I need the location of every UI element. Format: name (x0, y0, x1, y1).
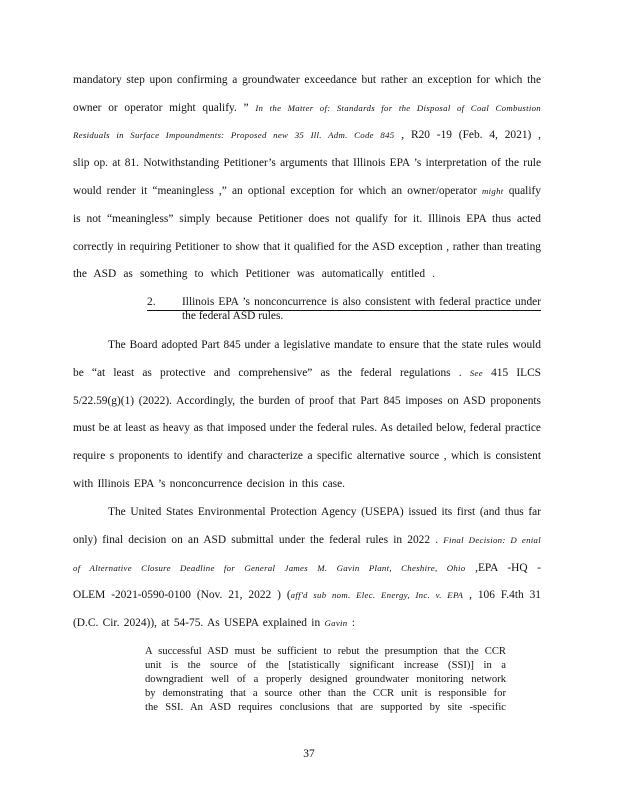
section-heading: Illinois EPA ’s nonconcurrence is also consistent with federal practice under (182, 296, 541, 308)
citation-italic: Residuals in Surface Impoundments: Proposed new 35 Ill. Adm. Code 845 (73, 130, 395, 140)
body-line: is not “meaningless” simply because Petitioner does not qualify for it. Illinois EPA thus acted (73, 213, 541, 225)
block-quote-line: by demonstrating that a source other than the CCR unit is responsible for (145, 688, 506, 699)
page-number: 37 (303, 748, 315, 760)
body-line: of Alternative Closure Deadline for General James M. Gavin Plant, Cheshire, Ohio ,EPA -HQ - (73, 562, 541, 574)
block-quote-line: unit is the source of the [statistically significant increase (SSI)] in a (145, 660, 506, 671)
citation-italic: Gavin (324, 618, 348, 628)
body-line: would render it “meaningless ,” an optional exception for which an owner/operator might qualify (73, 185, 541, 197)
body-line: mandatory step upon confirming a groundwater exceedance but rather an exception for which the (73, 74, 541, 86)
body-line: (D.C. Cir. 2024)), at 54-75. As USEPA explained in Gavin : (73, 617, 355, 629)
body-line: require s proponents to identify and characterize a specific alternative source , which is consistent (73, 450, 541, 462)
body-line: slip op. at 81. Notwithstanding Petitioner’s arguments that Illinois EPA ’s interpretation of the rule (73, 157, 541, 169)
body-line: 5/22.59(g)(1) (2022). Accordingly, the burden of proof that Part 845 imposes on ASD proponents (73, 395, 541, 407)
body-line: the ASD as something to which Petitioner was automatically entitled . (73, 268, 435, 280)
emphasis-italic: might (482, 186, 504, 196)
body-line: be “at least as protective and comprehensive” as the federal regulations . See 415 ILCS (73, 367, 541, 379)
body-line: Residuals in Surface Impoundments: Proposed new 35 Ill. Adm. Code 845 , R20 -19 (Feb. 4, 2021) , (73, 129, 541, 141)
section-heading-line2: the federal ASD rules. (182, 310, 284, 322)
body-line: correctly in requiring Petitioner to show that it qualified for the ASD exception , rather than treating (73, 241, 541, 253)
body-line: owner or operator might qualify. ” In the Matter of: Standards for the Disposal of Coal Combustion (73, 102, 542, 114)
citation-italic: aff'd sub nom. Elec. Energy, Inc. v. EPA (290, 590, 464, 600)
block-quote-line: downgradient well of a properly designed groundwater monitoring network (145, 674, 506, 685)
block-quote-line: A successful ASD must be sufficient to rebut the presumption that the CCR (145, 646, 506, 657)
body-line: must be at least as heavy as that imposed under the federal rules. As detailed below, federal practice (73, 422, 541, 434)
citation-italic: of Alternative Closure Deadline for General James M. Gavin Plant, Cheshire, Ohio (73, 563, 466, 573)
citation-italic: In the Matter of: Standards for the Disposal of Coal Combustion (255, 103, 542, 113)
body-line: The United States Environmental Protection Agency (USEPA) issued its first (and thus far (108, 506, 541, 518)
section-number: 2. (147, 296, 156, 308)
body-line: with Illinois EPA ’s nonconcurrence decision in this case. (73, 478, 345, 490)
citation-italic: Final Decision: D enial (443, 535, 541, 545)
body-line: The Board adopted Part 845 under a legislative mandate to ensure that the state rules would (108, 339, 541, 351)
signal-italic: See (469, 368, 483, 378)
block-quote-line: the SSI. An ASD requires conclusions that are supported by site -specific (145, 702, 506, 713)
body-line: OLEM -2021-0590-0100 (Nov. 21, 2022 ) (aff'd sub nom. Elec. Energy, Inc. v. EPA , 106 F.4th 31 (73, 589, 542, 601)
body-line: only) final decision on an ASD submittal under the federal rules in 2022 . Final Decision: D enial (73, 534, 541, 546)
